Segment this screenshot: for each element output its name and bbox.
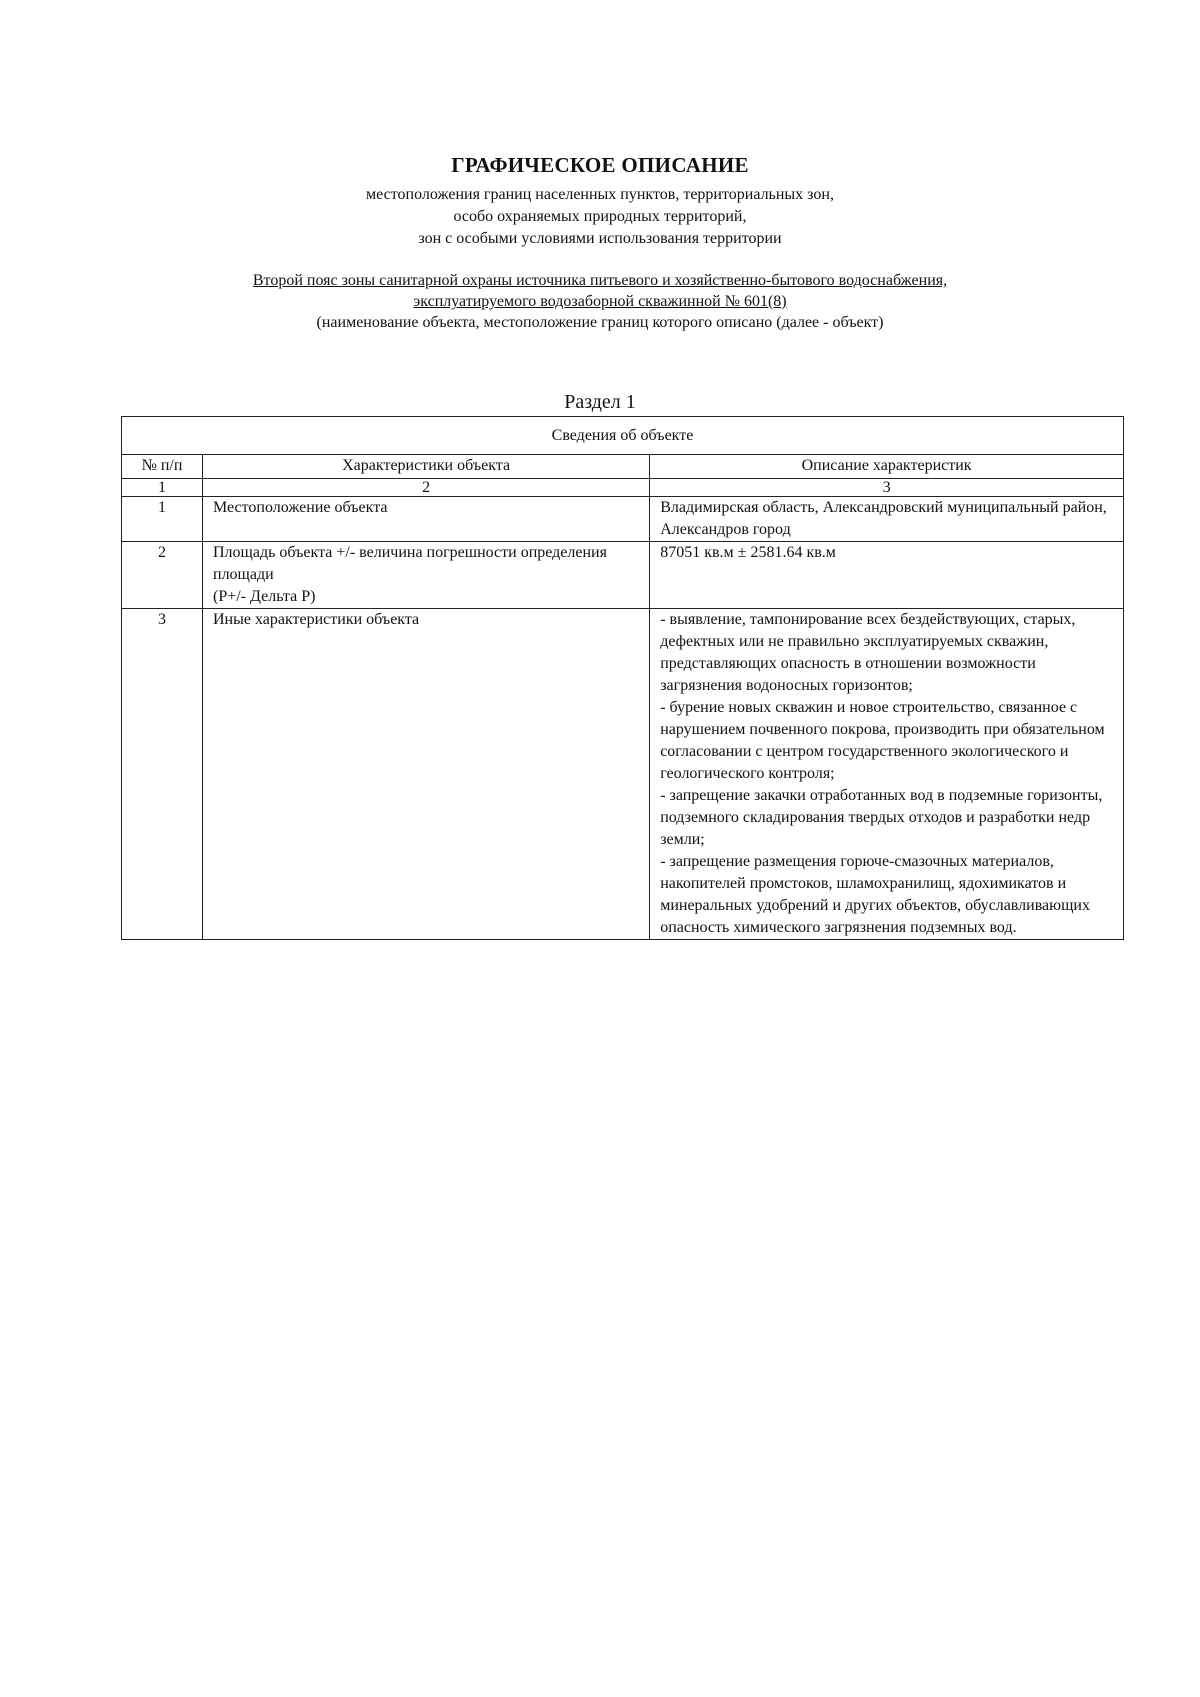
section-title: Раздел 1 (564, 391, 636, 413)
row-characteristic: Иные характеристики объекта (203, 609, 650, 940)
document-title: ГРАФИЧЕСКОЕ ОПИСАНИЕ (451, 153, 749, 177)
object-name-block (0, 270, 1200, 333)
column-index: 3 (650, 479, 1124, 497)
row-description: Владимирская область, Александровский муниципальный район, Александров город (650, 497, 1124, 542)
object-name-line: эксплуатируемого водозаборной скважинной № 601(8) (413, 293, 787, 310)
column-index: 1 (122, 479, 203, 497)
column-header-description: Описание характеристик (650, 455, 1124, 479)
document-subtitle (0, 184, 1200, 250)
row-description: 87051 кв.м ± 2581.64 кв.м (650, 542, 1124, 609)
object-info-table (121, 416, 1124, 940)
subtitle-line: местоположения границ населенных пунктов, территориальных зон, (366, 186, 834, 203)
subtitle-line: особо охраняемых природных территорий, (453, 208, 747, 225)
table-title: Сведения об объекте (122, 417, 1124, 455)
object-name-line: Второй пояс зоны санитарной охраны источника питьевого и хозяйственно-бытового водоснабжения, (252, 272, 948, 289)
object-name-caption: (наименование объекта, местоположение границ которого описано (далее - объект) (316, 314, 884, 331)
table-row (122, 542, 1124, 609)
row-characteristic: Площадь объекта +/- величина погрешности определения площади (P+/- Дельта P) (203, 542, 650, 609)
row-number: 2 (122, 542, 203, 609)
row-characteristic: Местоположение объекта (203, 497, 650, 542)
column-index: 2 (203, 479, 650, 497)
row-number: 1 (122, 497, 203, 542)
table-row (122, 497, 1124, 542)
row-description: - выявление, тампонирование всех бездействующих, старых, дефектных или не правильно эксплуатируемых скважин, представляющих опасность в отношении возможности загрязнения водоносных горизонтов; - бурение новых скважин и новое строительство, связанное с нарушением почвенного покрова, производить при обязательном согласовании с центром государственного экологического и геологического контроля; - запрещение закачки отработанных вод в подземные горизонты, подземного складирования твердых отходов и разработки недр земли; - запрещение размещения горюче-смазочных материалов, накопителей промстоков, шламохранилищ, ядохимикатов и минеральных удобрений и других объектов, обуславливающих опасность химического загрязнения подземных вод. (650, 609, 1124, 940)
column-header-characteristic: Характеристики объекта (203, 455, 650, 479)
table-row (122, 609, 1124, 940)
column-header-num: № п/п (122, 455, 203, 479)
subtitle-line: зон с особыми условиями использования территории (418, 230, 782, 247)
row-number: 3 (122, 609, 203, 940)
